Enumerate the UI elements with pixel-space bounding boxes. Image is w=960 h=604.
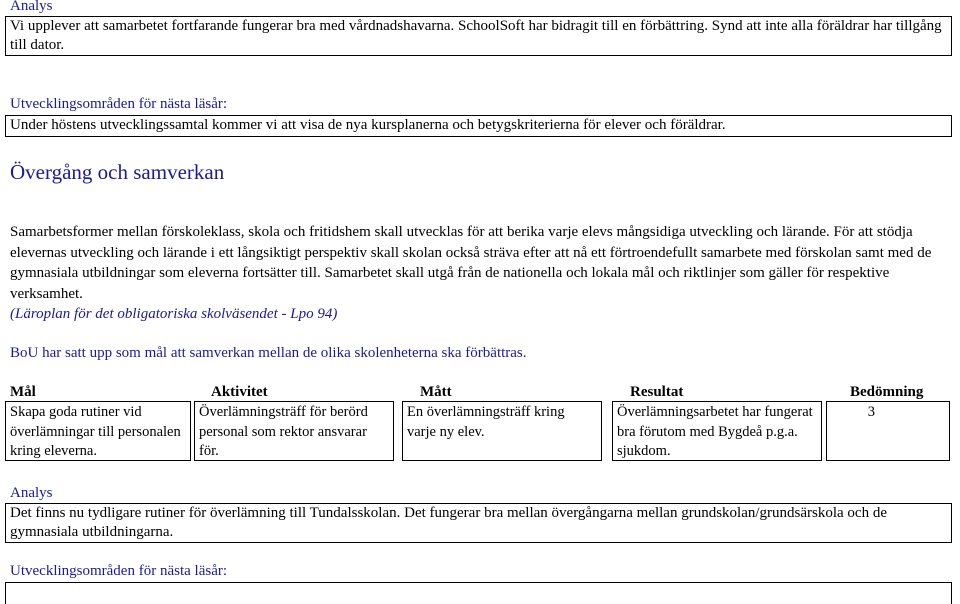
goal-text: BoU har satt upp som mål att samverkan mellan de olika skolenheterna ska förbättras.: [10, 345, 527, 361]
cell-bedomning: 3: [826, 401, 950, 461]
col-header-mal: Mål: [10, 384, 36, 400]
analys-label-1: Analys: [10, 0, 53, 14]
analys-text-box-2: Det finns nu tydligare rutiner för överlämning till Tundalsskolan. Det fungerar bra mellan övergångarna mellan grundskolan/grundsärskola och de gymnasiala utbildningarna.: [5, 503, 952, 543]
utv-text-box-2: [5, 582, 952, 604]
utv-label-1: Utvecklingsområden för nästa läsår:: [10, 96, 228, 112]
citation: (Läroplan för det obligatoriska skolväsendet - Lpo 94): [10, 306, 338, 322]
col-header-matt: Mått: [420, 384, 452, 400]
utv-label-2: Utvecklingsområden för nästa läsår:: [10, 563, 228, 579]
col-header-aktivitet: Aktivitet: [211, 384, 268, 400]
cell-aktivitet: Överlämningsträff för berörd personal som rektor ansvarar för.: [194, 401, 394, 461]
utv-text-box-1: Under höstens utvecklingssamtal kommer vi att visa de nya kursplanerna och betygskriterierna för elever och föräldrar.: [5, 115, 952, 137]
cell-resultat: Överlämningsarbetet har fungerat bra förutom med Bygdeå p.g.a. sjukdom.: [612, 401, 822, 461]
analys-label-2: Analys: [10, 485, 53, 501]
section-heading-overgang: Övergång och samverkan: [10, 160, 225, 184]
col-header-bedomning: Bedömning: [850, 384, 924, 400]
samverkan-paragraph: [10, 222, 945, 325]
samverkan-body: Samarbetsformer mellan förskoleklass, skola och fritidshem skall utvecklas för att berika varje elevs mångsidiga utveckling och lärande. För att stödja elevernas utveckling och lärande i ett långsiktigt perspektiv skall skolan också sträva efter att nå ett förtroendefullt samarbete med förskolan samt med de gymnasiala utbildningar som eleverna fortsätter till. Samarbetet skall utgå från de nationella och lokala mål och riktlinjer som gäller för respektive verksamhet.: [10, 224, 932, 302]
col-header-resultat: Resultat: [630, 384, 684, 400]
cell-mal: Skapa goda rutiner vid överlämningar till personalen kring eleverna.: [5, 401, 191, 461]
analys-text-box-1: Vi upplever att samarbetet fortfarande fungerar bra med vårdnadshavarna. SchoolSoft har bidragit till en förbättring. Synd att inte alla föräldrar har tillgång till dator.: [5, 16, 952, 56]
cell-matt: En överlämningsträff kring varje ny elev.: [402, 401, 602, 461]
